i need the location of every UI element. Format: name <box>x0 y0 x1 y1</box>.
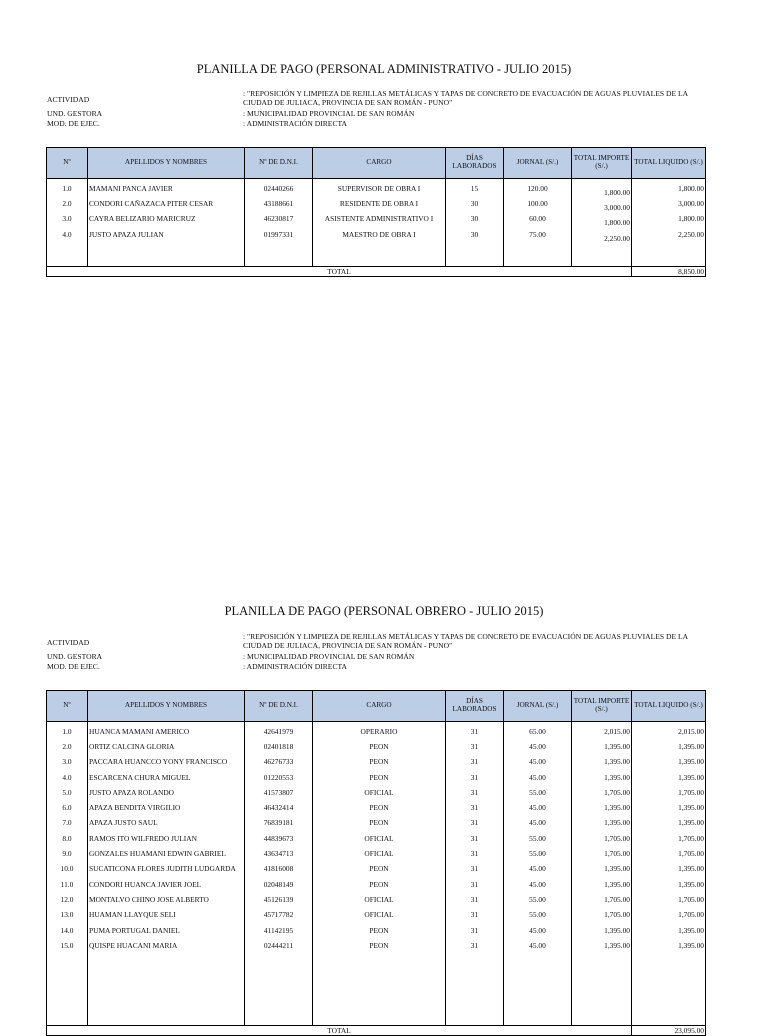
col-header-jornal: JORNAL (S/.) <box>504 691 572 722</box>
row-num: 9.0 <box>47 846 88 861</box>
row-num: 13.0 <box>47 908 88 923</box>
row-importe <box>572 196 632 211</box>
col-header-importe: TOTAL IMPORTE (S/.) <box>572 148 632 179</box>
row-name: QUISPE HUACANI MARIA <box>88 938 245 953</box>
row-jornal: 55.00 <box>504 785 572 800</box>
obrero-title: PLANILLA DE PAGO (PERSONAL OBRERO - JULIO 2015) <box>224 604 544 618</box>
table-total-row <box>47 267 706 277</box>
table-row <box>47 722 706 740</box>
row-num: 10.0 <box>47 862 88 877</box>
row-name: CONDORI CAÑAZACA PITER CESAR <box>88 196 245 211</box>
table-row <box>47 212 706 227</box>
row-name: GONZALES HUAMANI EDWIN GABRIEL <box>88 846 245 861</box>
row-liquido: 1,395.00 <box>632 800 706 815</box>
row-cargo: PEON <box>313 755 446 770</box>
row-importe: 2,015.00 <box>572 722 632 740</box>
row-dias: 31 <box>446 938 504 953</box>
row-cargo: PEON <box>313 739 446 754</box>
row-liquido: 1,705.00 <box>632 785 706 800</box>
actividad-value: : "REPOSICIÓN Y LIMPIEZA DE REJILLAS METÁLICAS Y TAPAS DE CONCRETO DE EVACUACIÓN DE AGUAS PLUVIALES DE LA CIUDAD DE JULIACA, PROVINCIA DE SAN ROMÁN - PUNO" <box>243 89 688 107</box>
row-jornal: 55.00 <box>504 908 572 923</box>
row-dni: 01997331 <box>245 227 313 242</box>
row-dni: 41142195 <box>245 923 313 938</box>
row-importe <box>572 227 632 242</box>
row-name: MAMANI PANCA JAVIER <box>88 179 245 197</box>
row-dni: 43634713 <box>245 846 313 861</box>
row-jornal: 75.00 <box>504 227 572 242</box>
row-jornal: 55.00 <box>504 846 572 861</box>
row-num: 1.0 <box>47 179 88 197</box>
table-row <box>47 846 706 861</box>
row-dias: 31 <box>446 800 504 815</box>
row-jornal: 45.00 <box>504 923 572 938</box>
col-header-name: APELLIDOS Y NOMBRES <box>88 148 245 179</box>
modejec-value: : ADMINISTRACIÓN DIRECTA <box>243 119 348 128</box>
col-header-dias: DÍAS LABORADOS <box>446 691 504 722</box>
table-row <box>47 739 706 754</box>
row-cargo: SUPERVISOR DE OBRA I <box>313 179 446 197</box>
row-jornal: 100.00 <box>504 196 572 211</box>
row-jornal: 55.00 <box>504 892 572 907</box>
col-header-cargo: CARGO <box>313 148 446 179</box>
row-num: 11.0 <box>47 877 88 892</box>
row-liquido: 1,705.00 <box>632 892 706 907</box>
row-name: PUMA PORTUGAL DANIEL <box>88 923 245 938</box>
row-cargo: PEON <box>313 770 446 785</box>
row-name: CONDORI HUANCA JAVIER JOEL <box>88 877 245 892</box>
row-dni: 42641979 <box>245 722 313 740</box>
row-importe: 1,705.00 <box>572 908 632 923</box>
row-importe: 1,395.00 <box>572 816 632 831</box>
row-dni: 02048149 <box>245 877 313 892</box>
row-importe: 1,705.00 <box>572 831 632 846</box>
row-name: JUSTO APAZA JULIAN <box>88 227 245 242</box>
row-name: APAZA JUSTO SAUL <box>88 816 245 831</box>
table-row <box>47 923 706 938</box>
row-liquido: 1,800.00 <box>632 212 706 227</box>
col-header-num: Nº <box>47 691 88 722</box>
row-dias: 15 <box>446 179 504 197</box>
row-cargo: OFICIAL <box>313 785 446 800</box>
row-liquido: 2,015.00 <box>632 722 706 740</box>
table-filler-row <box>47 242 706 267</box>
row-importe <box>572 179 632 197</box>
row-jornal: 45.00 <box>504 816 572 831</box>
row-dias: 31 <box>446 785 504 800</box>
row-dni: 43188661 <box>245 196 313 211</box>
row-cargo: RESIDENTE DE OBRA I <box>313 196 446 211</box>
gestora-value: : MUNICIPALIDAD PROVINCIAL DE SAN ROMÁN <box>243 652 415 661</box>
row-name: RAMOS ITO WILFREDO JULIAN <box>88 831 245 846</box>
admin-payroll-table <box>46 147 706 277</box>
row-liquido: 3,000.00 <box>632 196 706 211</box>
table-row <box>47 800 706 815</box>
row-dni: 02440266 <box>245 179 313 197</box>
modejec-label: MOD. DE EJEC. <box>47 662 100 671</box>
row-name: MONTALVO CHINO JOSE ALBERTO <box>88 892 245 907</box>
table-row <box>47 785 706 800</box>
row-cargo: ASISTENTE ADMINISTRATIVO I <box>313 212 446 227</box>
total-value: 8,850.00 <box>632 267 706 277</box>
row-name: CAYRA BELIZARIO MARICRUZ <box>88 212 245 227</box>
row-liquido: 1,395.00 <box>632 816 706 831</box>
row-name: JUSTO APAZA ROLANDO <box>88 785 245 800</box>
row-jornal: 45.00 <box>504 770 572 785</box>
table-row <box>47 227 706 242</box>
total-value: 23,095.00 <box>632 1026 706 1036</box>
row-liquido: 1,395.00 <box>632 923 706 938</box>
row-dias: 30 <box>446 227 504 242</box>
actividad-label: ACTIVIDAD <box>47 95 90 104</box>
row-name: PACCARA HUANCCO YONY FRANCISCO <box>88 755 245 770</box>
table-row <box>47 755 706 770</box>
col-header-cargo: CARGO <box>313 691 446 722</box>
row-dias: 31 <box>446 862 504 877</box>
row-cargo: OPERARIO <box>313 722 446 740</box>
row-dni: 46230817 <box>245 212 313 227</box>
row-dias: 30 <box>446 196 504 211</box>
total-label: TOTAL <box>47 1026 632 1036</box>
admin-meta <box>47 90 707 130</box>
table-row <box>47 816 706 831</box>
row-dni: 44839673 <box>245 831 313 846</box>
row-dias: 31 <box>446 770 504 785</box>
total-label: TOTAL <box>47 267 632 277</box>
row-dni: 02401818 <box>245 739 313 754</box>
row-jornal: 120.00 <box>504 179 572 197</box>
row-num: 4.0 <box>47 770 88 785</box>
row-name: HUANCA MAMANI AMERICO <box>88 722 245 740</box>
row-dni: 45717782 <box>245 908 313 923</box>
row-jornal: 55.00 <box>504 831 572 846</box>
row-dni: 76839181 <box>245 816 313 831</box>
row-importe: 1,395.00 <box>572 770 632 785</box>
row-dias: 31 <box>446 892 504 907</box>
row-liquido: 1,395.00 <box>632 938 706 953</box>
table-total-row <box>47 1026 706 1036</box>
row-cargo: PEON <box>313 800 446 815</box>
gestora-label: UND. GESTORA <box>47 652 103 661</box>
row-liquido: 2,250.00 <box>632 227 706 242</box>
row-num: 2.0 <box>47 196 88 211</box>
actividad-label: ACTIVIDAD <box>47 638 90 647</box>
importe-value: 2,250.00 <box>604 233 630 243</box>
row-dni: 45126139 <box>245 892 313 907</box>
row-importe: 1,395.00 <box>572 755 632 770</box>
row-importe: 1,705.00 <box>572 785 632 800</box>
importe-value: 1,800.00 <box>604 187 630 197</box>
row-dias: 31 <box>446 923 504 938</box>
row-dias: 31 <box>446 877 504 892</box>
row-importe: 1,395.00 <box>572 923 632 938</box>
actividad-value: : "REPOSICIÓN Y LIMPIEZA DE REJILLAS METÁLICAS Y TAPAS DE CONCRETO DE EVACUACIÓN DE AGUAS PLUVIALES DE LA CIUDAD DE JULIACA, PROVINCIA DE SAN ROMÁN - PUNO" <box>243 632 688 650</box>
row-dias: 31 <box>446 755 504 770</box>
importe-value: 1,800.00 <box>604 218 630 227</box>
gestora-value: : MUNICIPALIDAD PROVINCIAL DE SAN ROMÁN <box>243 109 415 118</box>
row-num: 5.0 <box>47 785 88 800</box>
row-cargo: PEON <box>313 923 446 938</box>
table-row <box>47 938 706 953</box>
table-filler-row <box>47 953 706 1026</box>
row-importe <box>572 212 632 227</box>
row-num: 3.0 <box>47 755 88 770</box>
importe-value: 3,000.00 <box>604 202 630 212</box>
row-name: ESCARCENA CHURA MIGUEL <box>88 770 245 785</box>
row-num: 14.0 <box>47 923 88 938</box>
row-dias: 31 <box>446 722 504 740</box>
row-dni: 02444211 <box>245 938 313 953</box>
row-dni: 46432414 <box>245 800 313 815</box>
row-liquido: 1,395.00 <box>632 877 706 892</box>
col-header-name: APELLIDOS Y NOMBRES <box>88 691 245 722</box>
row-liquido: 1,705.00 <box>632 846 706 861</box>
row-liquido: 1,395.00 <box>632 862 706 877</box>
row-jornal: 60.00 <box>504 212 572 227</box>
row-liquido: 1,395.00 <box>632 739 706 754</box>
row-cargo: OFICIAL <box>313 892 446 907</box>
table-row <box>47 196 706 211</box>
row-cargo: PEON <box>313 938 446 953</box>
admin-title: PLANILLA DE PAGO (PERSONAL ADMINISTRATIVO - JULIO 2015) <box>196 62 572 76</box>
row-dias: 30 <box>446 212 504 227</box>
row-jornal: 45.00 <box>504 755 572 770</box>
modejec-value: : ADMINISTRACIÓN DIRECTA <box>243 662 348 671</box>
obrero-payroll-table <box>46 690 706 1036</box>
row-jornal: 45.00 <box>504 739 572 754</box>
table-row <box>47 831 706 846</box>
table-row <box>47 770 706 785</box>
col-header-liquido: TOTAL LIQUIDO (S/.) <box>632 148 706 179</box>
row-dni: 46276733 <box>245 755 313 770</box>
row-importe: 1,395.00 <box>572 877 632 892</box>
row-jornal: 65.00 <box>504 722 572 740</box>
row-dias: 31 <box>446 816 504 831</box>
table-header-row <box>47 148 706 179</box>
row-num: 1.0 <box>47 722 88 740</box>
row-name: SUCATICONA FLORES JUDITH LUDGARDA <box>88 862 245 877</box>
col-header-importe: TOTAL IMPORTE (S/.) <box>572 691 632 722</box>
row-name: HUAMAN LLAYQUE SELI <box>88 908 245 923</box>
row-num: 2.0 <box>47 739 88 754</box>
row-importe: 1,395.00 <box>572 739 632 754</box>
table-row <box>47 877 706 892</box>
row-cargo: MAESTRO DE OBRA I <box>313 227 446 242</box>
row-name: ORTIZ CALCINA GLORIA <box>88 739 245 754</box>
row-cargo: OFICIAL <box>313 846 446 861</box>
table-row <box>47 892 706 907</box>
table-row <box>47 179 706 197</box>
row-dni: 01220553 <box>245 770 313 785</box>
table-header-row <box>47 691 706 722</box>
row-liquido: 1,800.00 <box>632 179 706 197</box>
row-num: 6.0 <box>47 800 88 815</box>
table-row <box>47 908 706 923</box>
obrero-meta <box>47 633 707 673</box>
row-liquido: 1,395.00 <box>632 770 706 785</box>
row-liquido: 1,705.00 <box>632 908 706 923</box>
table-row <box>47 862 706 877</box>
gestora-label: UND. GESTORA <box>47 109 103 118</box>
col-header-dni: Nº DE D.N.I. <box>245 148 313 179</box>
row-jornal: 45.00 <box>504 877 572 892</box>
col-header-jornal: JORNAL (S/.) <box>504 148 572 179</box>
row-dias: 31 <box>446 739 504 754</box>
col-header-num: Nº <box>47 148 88 179</box>
row-liquido: 1,395.00 <box>632 755 706 770</box>
row-cargo: PEON <box>313 816 446 831</box>
row-num: 15.0 <box>47 938 88 953</box>
row-cargo: PEON <box>313 862 446 877</box>
row-dni: 41573807 <box>245 785 313 800</box>
row-importe: 1,395.00 <box>572 800 632 815</box>
row-jornal: 45.00 <box>504 800 572 815</box>
row-jornal: 45.00 <box>504 862 572 877</box>
row-dni: 41816008 <box>245 862 313 877</box>
col-header-dni: Nº DE D.N.I. <box>245 691 313 722</box>
row-importe: 1,705.00 <box>572 892 632 907</box>
col-header-liquido: TOTAL LIQUIDO (S/.) <box>632 691 706 722</box>
row-num: 4.0 <box>47 227 88 242</box>
row-jornal: 45.00 <box>504 938 572 953</box>
row-num: 8.0 <box>47 831 88 846</box>
row-cargo: OFICIAL <box>313 831 446 846</box>
row-dias: 31 <box>446 831 504 846</box>
row-num: 3.0 <box>47 212 88 227</box>
row-importe: 1,705.00 <box>572 846 632 861</box>
row-num: 12.0 <box>47 892 88 907</box>
row-importe: 1,395.00 <box>572 938 632 953</box>
row-importe: 1,395.00 <box>572 862 632 877</box>
row-dias: 31 <box>446 846 504 861</box>
modejec-label: MOD. DE EJEC. <box>47 119 100 128</box>
row-cargo: PEON <box>313 877 446 892</box>
row-name: APAZA BENDITA VIRGILIO <box>88 800 245 815</box>
row-liquido: 1,705.00 <box>632 831 706 846</box>
row-cargo: OFICIAL <box>313 908 446 923</box>
row-dias: 31 <box>446 908 504 923</box>
row-num: 7.0 <box>47 816 88 831</box>
col-header-dias: DÍAS LABORADOS <box>446 148 504 179</box>
